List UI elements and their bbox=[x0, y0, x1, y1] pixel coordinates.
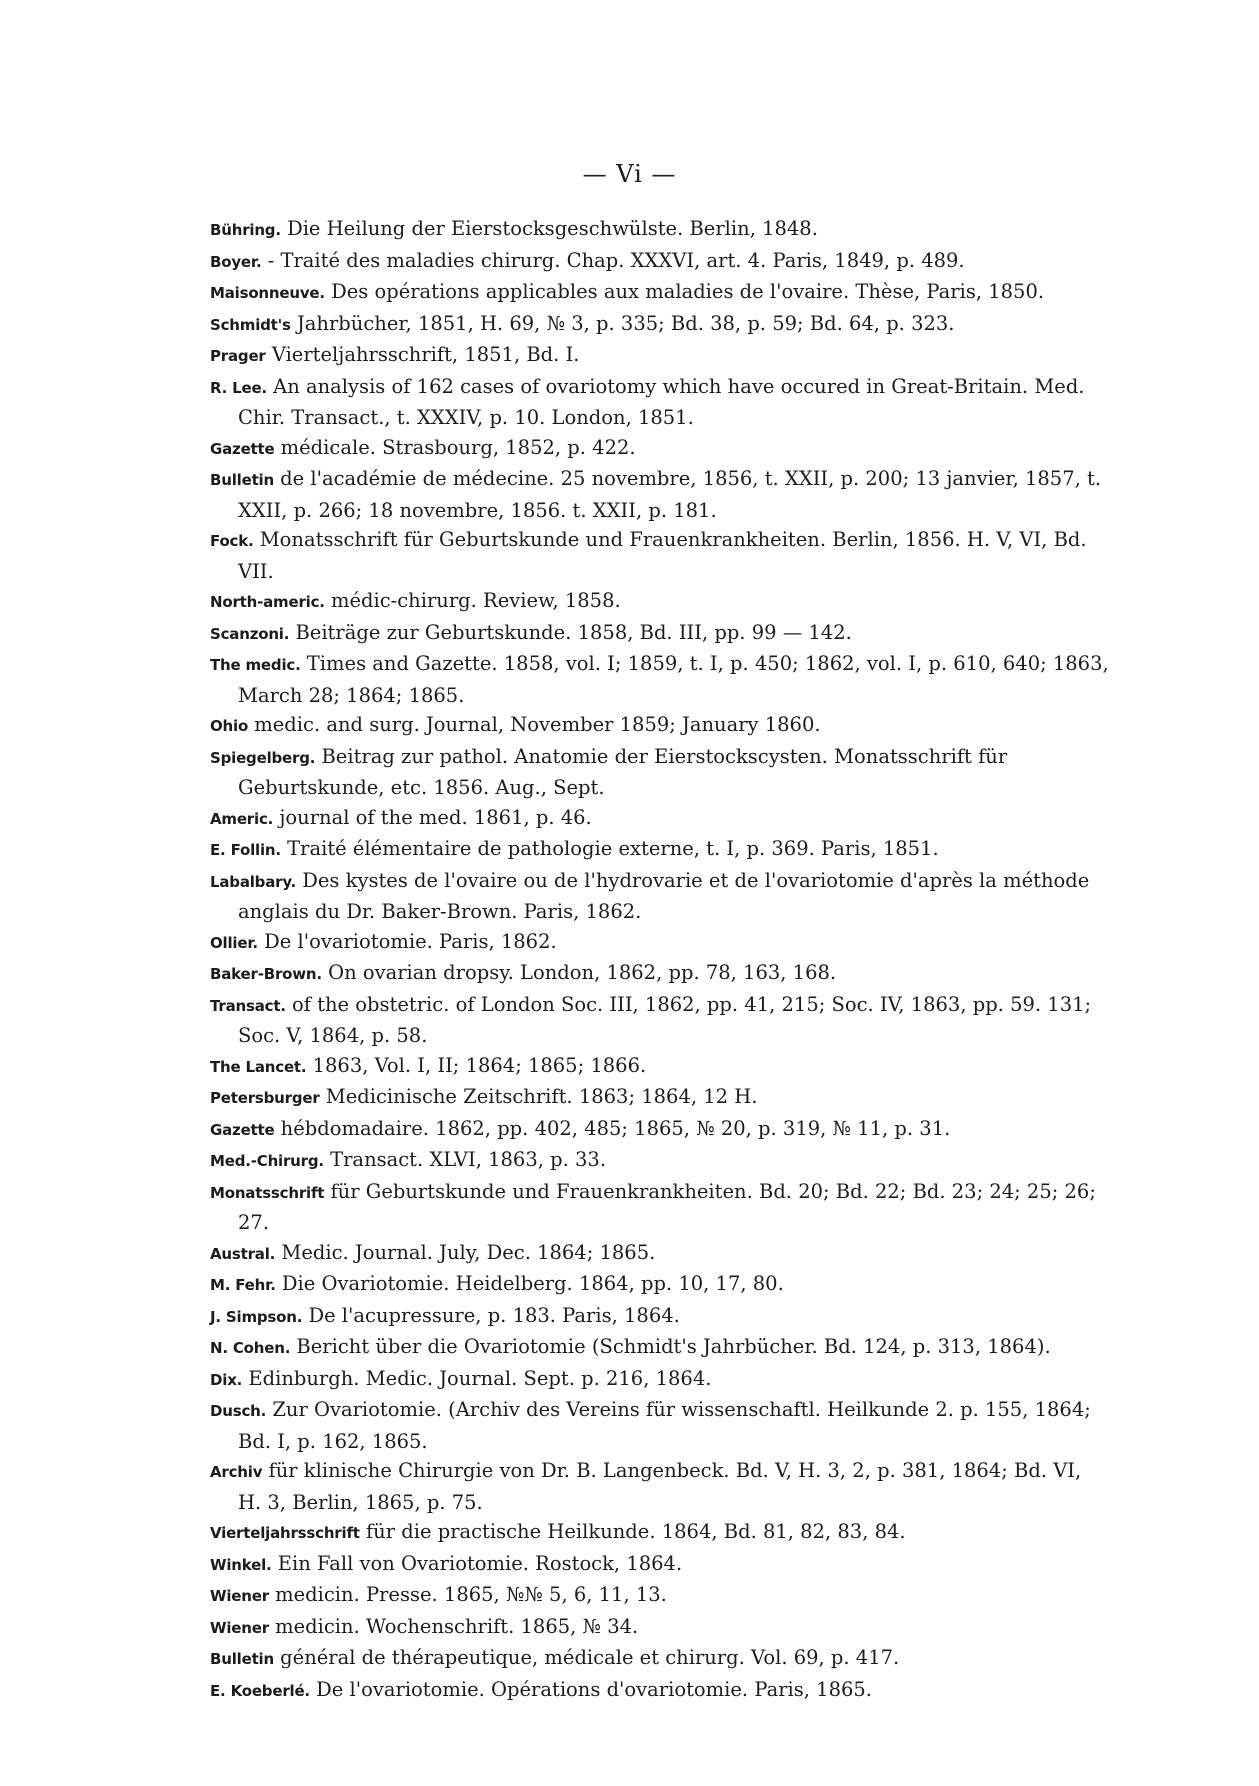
entry-text: médicale. Strasbourg, 1852, p. 422. bbox=[280, 435, 636, 459]
entry-text: Zur Ovariotomie. (Archiv des Vereins für wissenschaftl. Heilkunde 2. p. 155, 1864; Bd. I, p. 162, 1865. bbox=[238, 1398, 1091, 1453]
entry-text: Ein Fall von Ovariotomie. Rostock, 1864. bbox=[277, 1551, 683, 1575]
entry-text: medic. and surg. Journal, November 1859; January 1860. bbox=[254, 713, 821, 736]
bibliography-entry bbox=[210, 1301, 1110, 1333]
entry-author: Petersburger bbox=[210, 1089, 320, 1107]
entry-text: Traité élémentaire de pathologie externe, t. I, p. 369. Paris, 1851. bbox=[287, 837, 939, 860]
entry-text: Edinburgh. Medic. Journal. Sept. p. 216, 1864. bbox=[248, 1366, 712, 1390]
entry-text: journal of the med. 1861, p. 46. bbox=[279, 805, 592, 829]
entry-author: Vierteljahrsschrift bbox=[210, 1524, 360, 1542]
entry-author: Fock. bbox=[210, 532, 254, 550]
bibliography-entry bbox=[210, 958, 1110, 990]
entry-author: Bulletin bbox=[210, 471, 274, 489]
entry-author: Spiegelberg. bbox=[210, 748, 316, 767]
bibliography-entry bbox=[210, 1082, 1110, 1114]
bibliography-entry bbox=[210, 1114, 1110, 1146]
entry-author: Archiv bbox=[210, 1463, 263, 1481]
entry-text: De l'ovariotomie. Paris, 1862. bbox=[264, 929, 557, 953]
entry-text: On ovarian dropsy. London, 1862, pp. 78, 163, 168. bbox=[328, 961, 837, 984]
entry-text: für die practische Heilkunde. 1864, Bd. 81, 82, 83, 84. bbox=[365, 1520, 906, 1543]
entry-author: The Lancet. bbox=[210, 1057, 307, 1076]
entry-author: Baker-Brown. bbox=[210, 965, 322, 983]
entry-author: N. Cohen. bbox=[210, 1339, 291, 1357]
entry-author: Americ. bbox=[210, 809, 274, 828]
bibliography-entry bbox=[210, 1612, 1110, 1644]
entry-text: 1863, Vol. I, II; 1864; 1865; 1866. bbox=[312, 1053, 647, 1077]
entry-author: Ohio bbox=[210, 717, 249, 735]
entry-text: Vierteljahrsschrift, 1851, Bd. I. bbox=[271, 343, 580, 366]
entry-text: Beiträge zur Geburtskunde. 1858, Bd. III, pp. 99 — 142. bbox=[295, 620, 852, 644]
entry-author: E. Koeberlé. bbox=[210, 1681, 310, 1700]
bibliography-entry bbox=[210, 277, 1110, 309]
entry-author: Labalbary. bbox=[210, 872, 297, 891]
entry-text: médic-chirurg. Review, 1858. bbox=[331, 589, 621, 612]
entry-text: - Traité des maladies chirurg. Chap. XXXVI, art. 4. Paris, 1849, p. 489. bbox=[267, 248, 965, 272]
entry-text: Die Ovariotomie. Heidelberg. 1864, pp. 10, 17, 80. bbox=[281, 1272, 784, 1295]
entry-text: Des opérations applicables aux maladies de l'ovaire. Thèse, Paris, 1850. bbox=[331, 280, 1045, 303]
entry-author: Scanzoni. bbox=[210, 624, 290, 643]
entry-author: Maisonneuve. bbox=[210, 284, 325, 302]
entry-text: Bericht über die Ovariotomie (Schmidt's Jahrbücher. Bd. 124, p. 313, 1864). bbox=[296, 1335, 1051, 1358]
entry-text: hébdomadaire. 1862, pp. 402, 485; 1865, № 20, p. 319, № 11, p. 31. bbox=[280, 1116, 951, 1140]
entry-text: medicin. Wochenschrift. 1865, № 34. bbox=[275, 1614, 639, 1638]
entry-author: Boyer. bbox=[210, 252, 262, 271]
bibliography-entry bbox=[210, 927, 1110, 959]
bibliography-entry bbox=[210, 1364, 1110, 1396]
entry-author: R. Lee. bbox=[210, 378, 267, 397]
bibliography-entry bbox=[210, 1549, 1110, 1581]
bibliography-entry bbox=[210, 1580, 1110, 1612]
bibliography-entry bbox=[210, 990, 1110, 1051]
entry-text: Des kystes de l'ovaire ou de l'hydrovarie et de l'ovariotomie d'après la méthode anglais du Dr. Baker-Brown. Paris, 1862. bbox=[238, 868, 1090, 923]
entry-author: The medic. bbox=[210, 656, 301, 674]
bibliography-entry bbox=[210, 586, 1110, 618]
bibliography-entry bbox=[210, 309, 1110, 341]
entry-text: de l'académie de médecine. 25 novembre, 1856, t. XXII, p. 200; 13 janvier, 1857, t. XXII, p. 266; 18 novembre, 1856. t. XXII, p. 181. bbox=[238, 467, 1102, 522]
bibliography-entry bbox=[210, 710, 1110, 742]
entry-author: Wiener bbox=[210, 1618, 269, 1637]
entry-text: De l'ovariotomie. Opérations d'ovariotomie. Paris, 1865. bbox=[316, 1677, 872, 1701]
bibliography-entry bbox=[210, 1051, 1110, 1083]
bibliography-entry bbox=[210, 618, 1110, 650]
entry-author: Dusch. bbox=[210, 1402, 267, 1420]
entry-author: Wiener bbox=[210, 1587, 269, 1605]
entry-text: Die Heilung der Eierstocksgeschwülste. Berlin, 1848. bbox=[287, 217, 818, 240]
bibliography-entry bbox=[210, 1177, 1110, 1238]
entry-author: Bulletin bbox=[210, 1650, 274, 1668]
entry-text: für klinische Chirurgie von Dr. B. Langenbeck. Bd. V, H. 3, 2, p. 381, 1864; Bd. VI, H. 3, Berlin, 1865, p. 75. bbox=[238, 1459, 1082, 1514]
bibliography-entry bbox=[210, 464, 1110, 525]
entry-text: Jahrbücher, 1851, H. 69, № 3, p. 335; Bd. 38, p. 59; Bd. 64, p. 323. bbox=[296, 311, 955, 335]
entry-text: Transact. XLVI, 1863, p. 33. bbox=[330, 1148, 607, 1171]
bibliography-list bbox=[210, 214, 1110, 1706]
bibliography-entry bbox=[210, 1145, 1110, 1177]
bibliography-entry bbox=[210, 340, 1110, 372]
bibliography-entry bbox=[210, 525, 1110, 586]
entry-author: Gazette bbox=[210, 1120, 275, 1139]
entry-text: général de thérapeutique, médicale et chirurg. Vol. 69, p. 417. bbox=[280, 1646, 900, 1669]
bibliography-entry bbox=[210, 1675, 1110, 1707]
bibliography-entry bbox=[210, 433, 1110, 465]
entry-author: E. Follin. bbox=[210, 841, 281, 859]
bibliography-entry bbox=[210, 246, 1110, 278]
bibliography-entry bbox=[210, 866, 1110, 927]
page-number: — Vi — bbox=[582, 160, 677, 188]
entry-text: für Geburtskunde und Frauenkrankheiten. Bd. 20; Bd. 22; Bd. 23; 24; 25; 26; 27. bbox=[238, 1179, 1096, 1234]
bibliography-entry bbox=[210, 1269, 1110, 1301]
entry-author: J. Simpson. bbox=[210, 1307, 303, 1326]
entry-text: medicin. Presse. 1865, №№ 5, 6, 11, 13. bbox=[275, 1583, 667, 1606]
entry-author: Bühring. bbox=[210, 221, 281, 239]
entry-text: Medicinische Zeitschrift. 1863; 1864, 12 H. bbox=[325, 1085, 758, 1108]
bibliography-entry bbox=[210, 1456, 1110, 1517]
entry-author: Prager bbox=[210, 347, 266, 365]
entry-author: Schmidt's bbox=[210, 315, 291, 334]
entry-author: Ollier. bbox=[210, 933, 258, 952]
entry-author: Austral. bbox=[210, 1244, 276, 1263]
entry-text: Beitrag zur pathol. Anatomie der Eierstockscysten. Monatsschrift für Geburtskunde, etc. 1856. Aug., Sept. bbox=[238, 744, 1008, 799]
entry-text: An analysis of 162 cases of ovariotomy which have occured in Great-Britain. Med. Chir. Transact., t. XXXIV, p. 10. London, 1851. bbox=[238, 374, 1085, 429]
entry-author: Dix. bbox=[210, 1370, 243, 1389]
bibliography-entry bbox=[210, 803, 1110, 835]
bibliography-entry bbox=[210, 1517, 1110, 1549]
entry-text: Medic. Journal. July, Dec. 1864; 1865. bbox=[281, 1240, 656, 1264]
entry-author: Gazette bbox=[210, 439, 275, 458]
entry-author: Med.-Chirurg. bbox=[210, 1152, 324, 1170]
bibliography-entry bbox=[210, 214, 1110, 246]
bibliography-entry bbox=[210, 1643, 1110, 1675]
bibliography-entry bbox=[210, 372, 1110, 433]
bibliography-entry bbox=[210, 1332, 1110, 1364]
bibliography-entry bbox=[210, 1395, 1110, 1456]
bibliography-entry bbox=[210, 1238, 1110, 1270]
bibliography-entry bbox=[210, 649, 1110, 710]
entry-text: De l'acupressure, p. 183. Paris, 1864. bbox=[308, 1303, 680, 1327]
entry-author: Transact. bbox=[210, 996, 286, 1015]
entry-text: of the obstetric. of London Soc. III, 1862, pp. 41, 215; Soc. IV, 1863, pp. 59. 131; Soc. V, 1864, p. 58. bbox=[238, 992, 1092, 1047]
bibliography-entry bbox=[210, 742, 1110, 803]
entry-author: M. Fehr. bbox=[210, 1276, 276, 1294]
entry-author: Winkel. bbox=[210, 1555, 272, 1574]
bibliography-entry bbox=[210, 834, 1110, 866]
entry-text: Monatsschrift für Geburtskunde und Frauenkrankheiten. Berlin, 1856. H. V, VI, Bd. VII. bbox=[238, 528, 1087, 583]
entry-author: North-americ. bbox=[210, 593, 325, 611]
entry-author: Monatsschrift bbox=[210, 1183, 325, 1202]
entry-text: Times and Gazette. 1858, vol. I; 1859, t. I, p. 450; 1862, vol. I, p. 610, 640; 1863, March 28; 1864; 1865. bbox=[238, 652, 1109, 707]
